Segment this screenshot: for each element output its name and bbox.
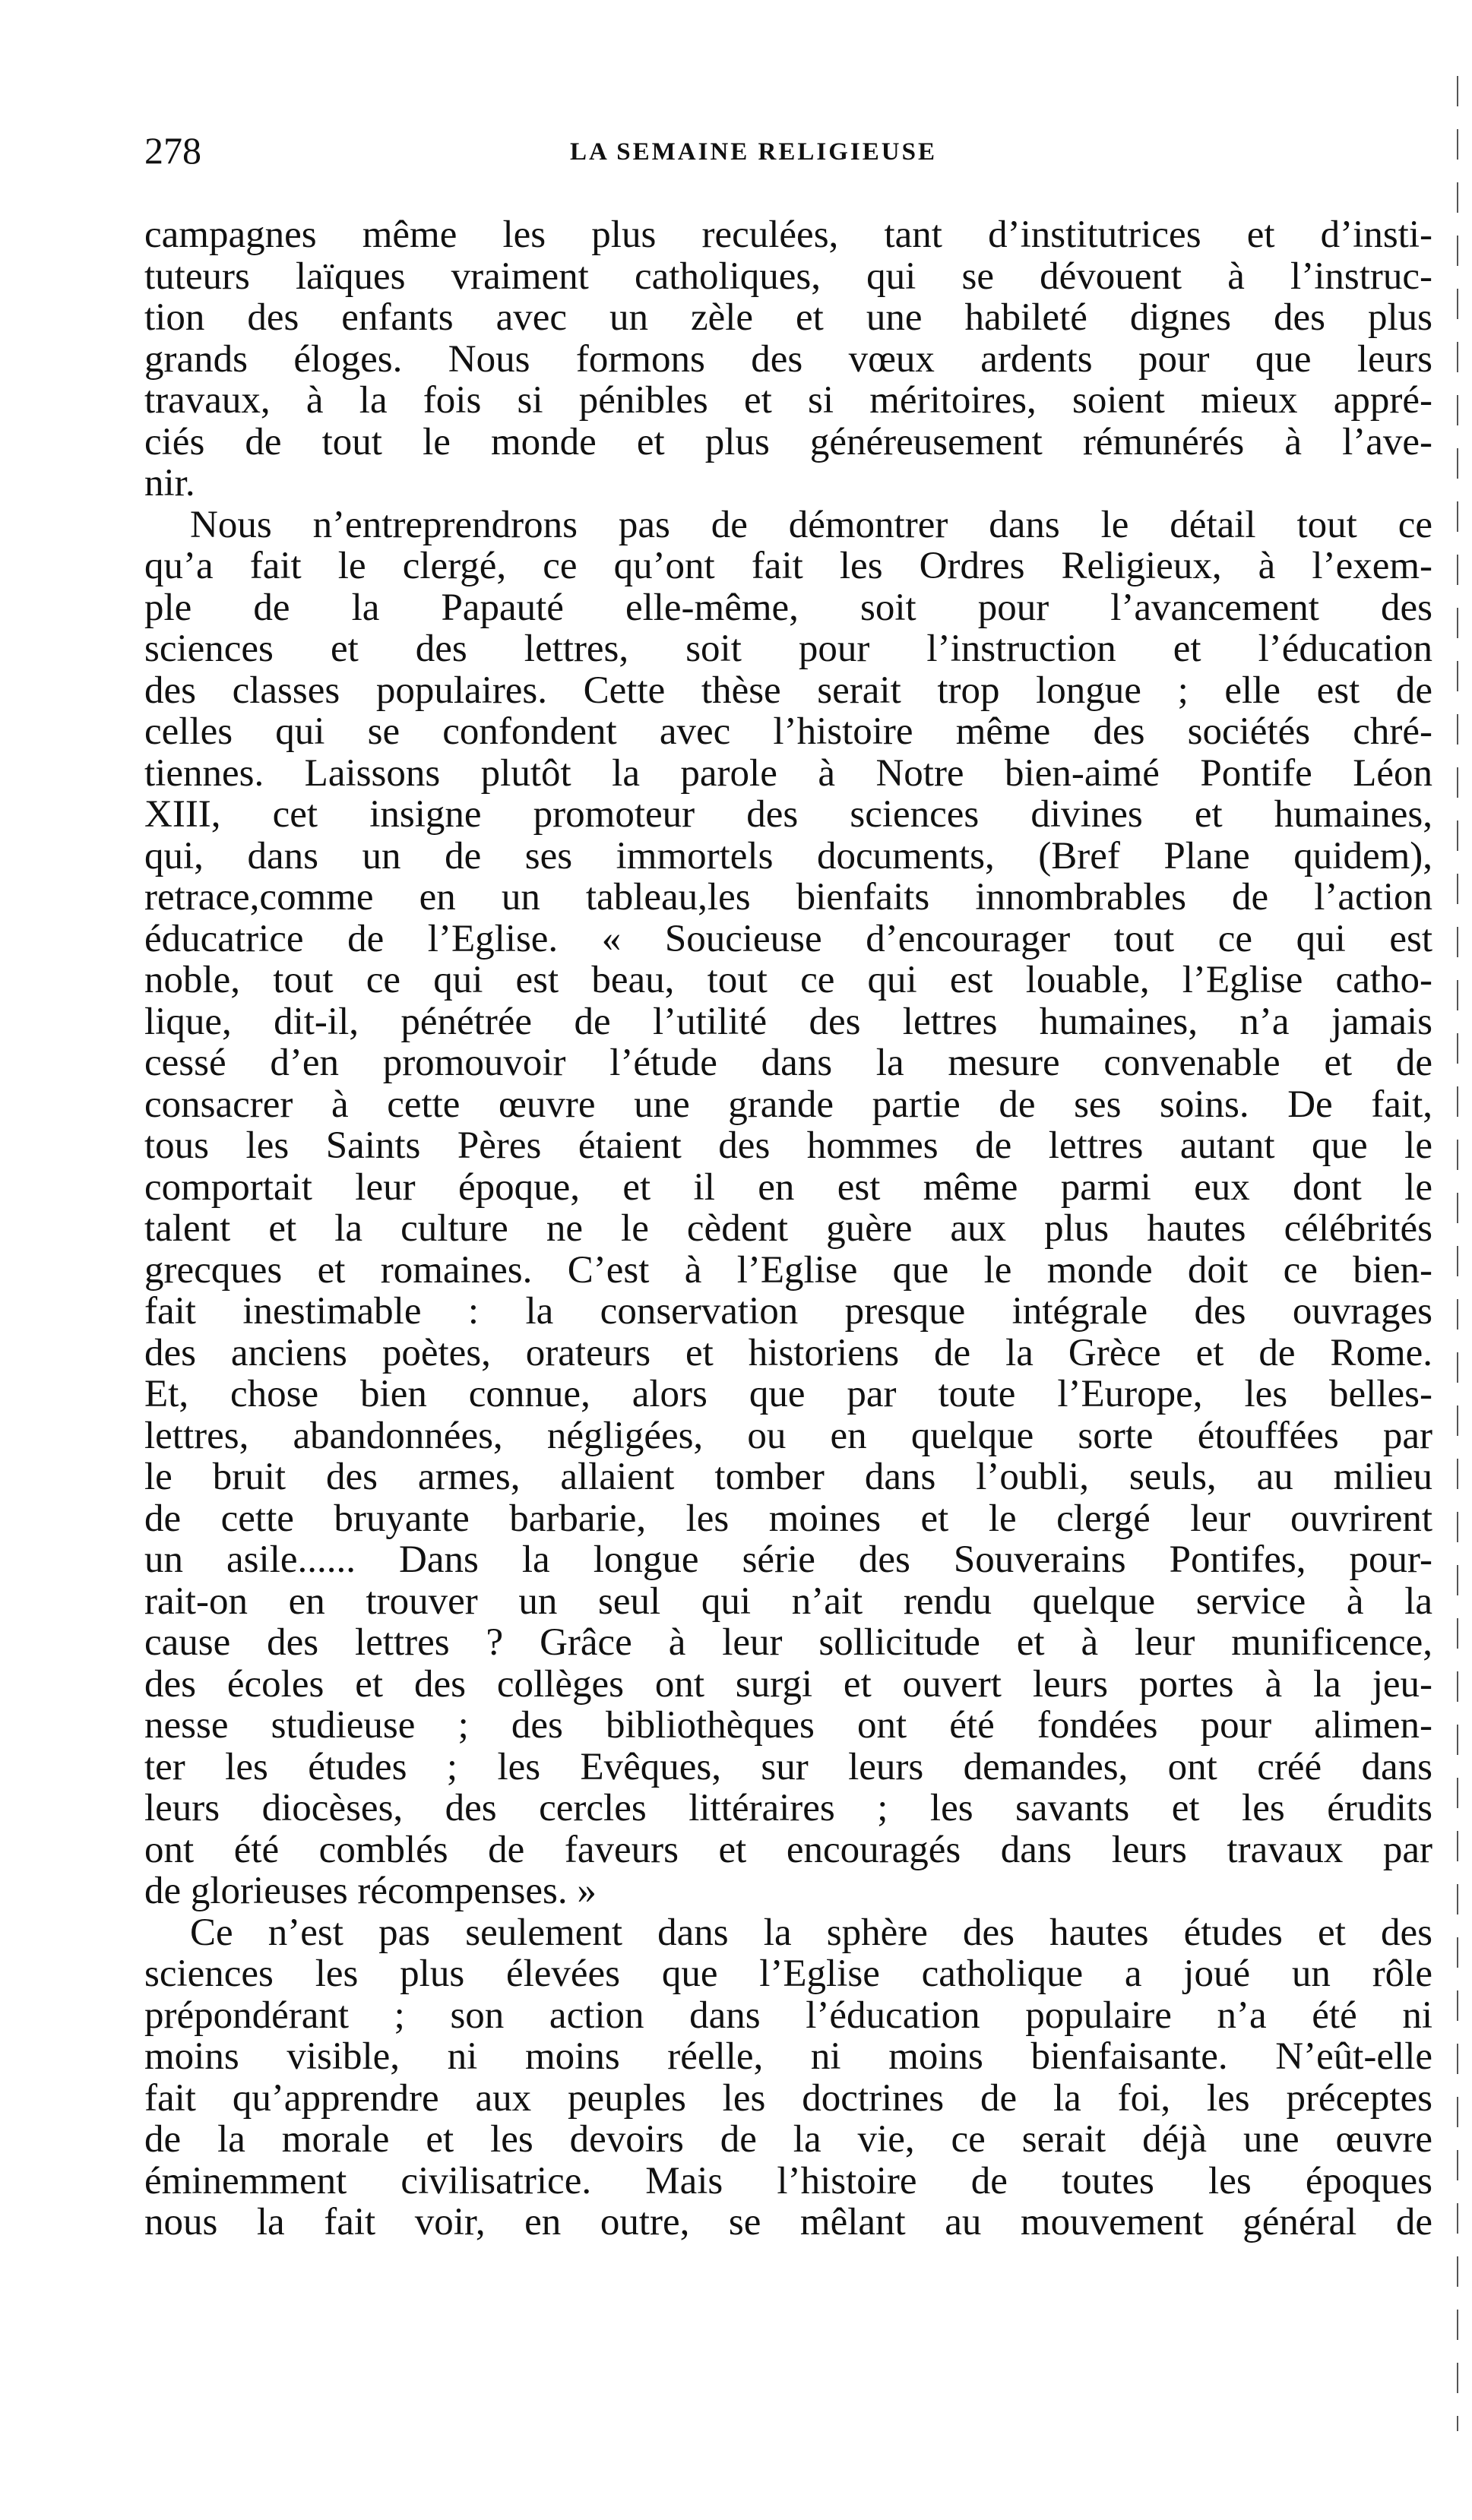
text-line: tuteurs laïques vraiment catholiques, qui se dévouent à l’instruc- [144, 255, 1432, 297]
text-line: sciences les plus élevées que l’Eglise catholique a joué un rôle [144, 1953, 1432, 1995]
text-line: fait qu’apprendre aux peuples les doctrines de la foi, les préceptes [144, 2077, 1432, 2119]
text-line: de glorieuses récompenses. » [144, 1870, 597, 1912]
text-line: Ce n’est pas seulement dans la sphère des hautes études et des [190, 1911, 1432, 1953]
text-line: des anciens poètes, orateurs et historiens de la Grèce et de Rome. [144, 1332, 1432, 1374]
text-line: fait inestimable : la conservation presque intégrale des ouvrages [144, 1291, 1432, 1333]
text-line: leurs diocèses, des cercles littéraires ; les savants et les érudits [144, 1788, 1432, 1829]
text-line: sciences et des lettres, soit pour l’instruction et l’éducation [144, 628, 1432, 670]
text-line: campagnes même les plus reculées, tant d’institutrices et d’insti- [144, 214, 1432, 256]
text-line: de la morale et les devoirs de la vie, ce serait déjà une œuvre [144, 2119, 1432, 2161]
text-line: Nous n’entreprendrons pas de démontrer dans le détail tout ce [190, 504, 1432, 545]
text-line: ple de la Papauté elle-même, soit pour l’avancement des [144, 587, 1432, 628]
text-line: rait-on en trouver un seul qui n’ait rendu quelque service à la [144, 1580, 1432, 1622]
text-line: cessé d’en promouvoir l’étude dans la mesure convenable et de [144, 1042, 1432, 1084]
text-line: des classes populaires. Cette thèse serait trop longue ; elle est de [144, 669, 1432, 711]
text-line: lettres, abandonnées, négligées, ou en quelque sorte étouffées par [144, 1415, 1432, 1456]
text-line: ter les études ; les Evêques, sur leurs demandes, ont créé dans [144, 1746, 1432, 1788]
text-line: qu’a fait le clergé, ce qu’ont fait les Ordres Religieux, à l’exem- [144, 545, 1432, 587]
text-line: noble, tout ce qui est beau, tout ce qui est louable, l’Eglise catho- [144, 960, 1432, 1001]
text-line: cause des lettres ? Grâce à leur sollicitude et à leur munificence, [144, 1622, 1432, 1664]
text-line: ont été comblés de faveurs et encouragés dans leurs travaux par [144, 1829, 1432, 1870]
page-header [144, 128, 1421, 173]
text-line: de cette bruyante barbarie, les moines et le clergé leur ouvrirent [144, 1497, 1432, 1539]
text-line: consacrer à cette œuvre une grande partie de ses soins. De fait, [144, 1083, 1432, 1125]
scan-edge-rule [1457, 76, 1458, 2431]
text-line: tiennes. Laissons plutôt la parole à Notre bien-aimé Pontife Léon [144, 752, 1432, 794]
text-line: retrace,comme en un tableau,les bienfaits innombrables de l’action [144, 877, 1432, 919]
text-line: prépondérant ; son action dans l’éducation populaire n’a été ni [144, 1994, 1432, 2036]
text-line: Et, chose bien connue, alors que par toute l’Europe, les belles- [144, 1374, 1432, 1415]
text-line: XIII, cet insigne promoteur des sciences divines et humaines, [144, 794, 1432, 836]
text-line: des écoles et des collèges ont surgi et ouvert leurs portes à la jeu- [144, 1663, 1432, 1705]
text-line: tous les Saints Pères étaient des hommes de lettres autant que le [144, 1125, 1432, 1167]
text-line: nir. [144, 463, 195, 504]
text-line: talent et la culture ne le cèdent guère aux plus hautes célébrités [144, 1208, 1432, 1250]
text-line: celles qui se confondent avec l’histoire même des sociétés chré- [144, 711, 1432, 753]
text-line: ciés de tout le monde et plus généreusement rémunérés à l’ave- [144, 421, 1432, 463]
text-line: moins visible, ni moins réelle, ni moins bienfaisante. N’eût-elle [144, 2036, 1432, 2078]
text-line: éducatrice de l’Eglise. « Soucieuse d’encourager tout ce qui est [144, 918, 1432, 960]
text-line: le bruit des armes, allaient tomber dans l’oubli, seuls, au milieu [144, 1456, 1432, 1498]
text-line: un asile...... Dans la longue série des Souverains Pontifes, pour- [144, 1539, 1432, 1581]
text-line: lique, dit-il, pénétrée de l’utilité des lettres humaines, n’a jamais [144, 1001, 1432, 1042]
page-number: 278 [144, 129, 201, 172]
text-line: grands éloges. Nous formons des vœux ardents pour que leurs [144, 338, 1432, 380]
text-line: tion des enfants avec un zèle et une habileté dignes des plus [144, 297, 1432, 339]
text-line: grecques et romaines. C’est à l’Eglise que le monde doit ce bien- [144, 1249, 1432, 1291]
running-title: LA SEMAINE RELIGIEUSE [570, 138, 937, 166]
text-line: travaux, à la fois si pénibles et si méritoires, soient mieux appré- [144, 380, 1432, 422]
text-line: comportait leur époque, et il en est même parmi eux dont le [144, 1166, 1432, 1208]
text-line: nous la fait voir, en outre, se mêlant au mouvement général de [144, 2202, 1432, 2243]
text-line: éminemment civilisatrice. Mais l’histoire de toutes les époques [144, 2160, 1432, 2202]
body-text [144, 214, 1432, 2243]
text-line: nesse studieuse ; des bibliothèques ont été fondées pour alimen- [144, 1705, 1432, 1747]
text-line: qui, dans un de ses immortels documents, (Bref Plane quidem), [144, 835, 1432, 877]
